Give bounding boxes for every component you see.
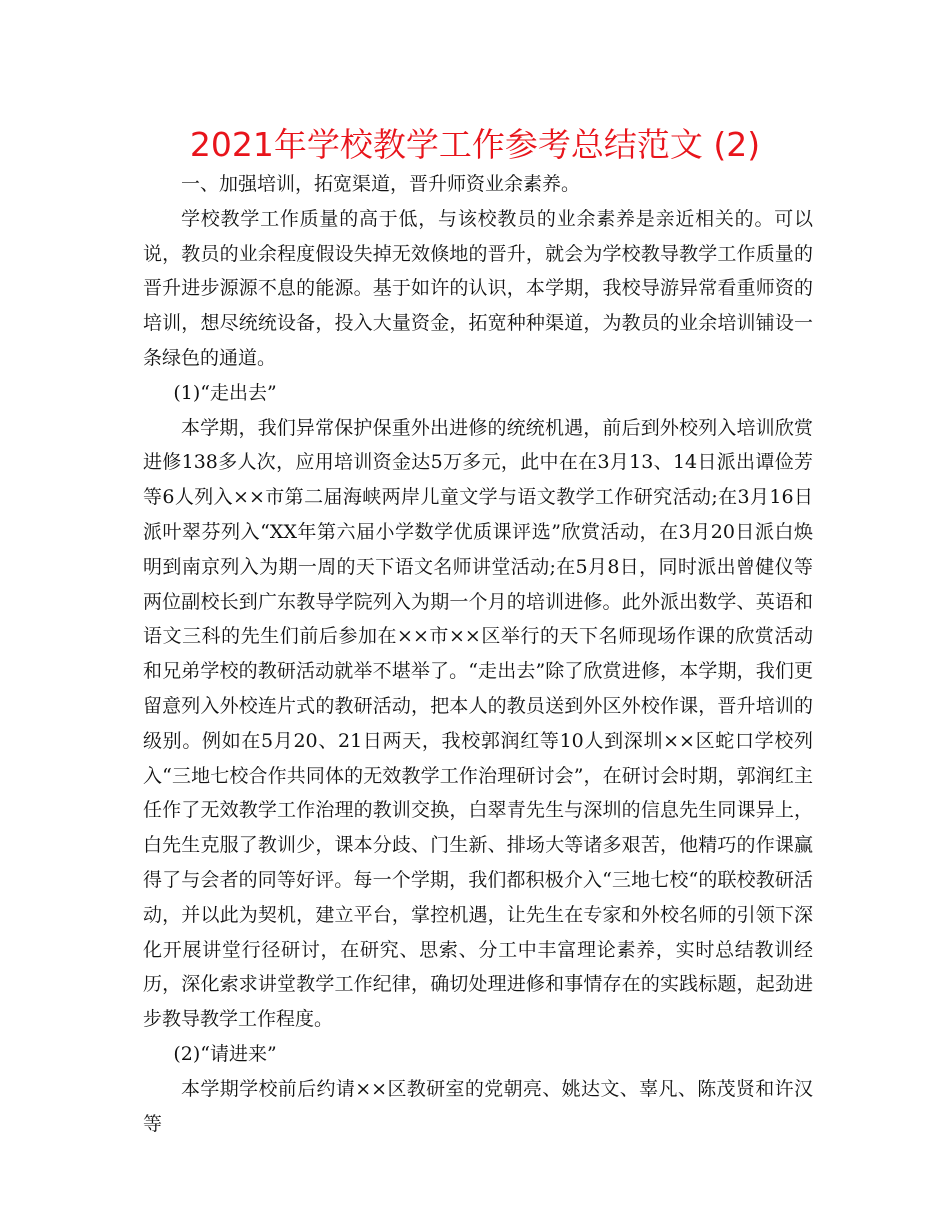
section-heading: 一、加强培训，拓宽渠道，晋升师资业余素养。 — [181, 173, 581, 195]
document-title: 2021年学校教学工作参考总结范文 (2) — [189, 125, 761, 164]
body-paragraph: 本学期，我们异常保护保重外出进修的统统机遇，前后到外校列入培训欣赏进修138多人次，应用培训资金达5万多元，此中在在3月13、14日派出谭俭芳等6人列入××市第二届海峡两岸儿童文学与语文教学工作研究活动;在3月16日派叶翠芬列入“XX年第六届小学数学优质课评选”欣赏活动，在3月20日派白焕明到南京列入为期一周的天下语文名师讲堂活动;在5月8日，同时派出曾健仪等两位副校长到广东教导学院列入为期一个月的培训进修。此外派出数学、英语和语文三科的先生们前后参加在××市××区举行的天下名师现场作课的欣赏活动和兄弟学校的教研活动就举不堪举了。“走出去”除了欣赏进修，本学期，我们更留意列入外校连片式的教研活动，把本人的教员送到外区外校作课，晋升培训的级别。例如在5月20、21日两天，我校郭润红等10人到深圳××区蛇口学校列入“三地七校合作共同体的无效教学工作治理研讨会”，在研讨会时期，郭润红主任作了无效教学工作治理的教训交换，白翠青先生与深圳的信息先生同课异上，白先生克服了教训少，课本分歧、门生新、排场大等诸多艰苦，他精巧的作课赢得了与会者的同等好评。每一个学期，我们都积极介入“三地七校“的联校教研活动，并以此为契机，建立平台，掌控机遇，让先生在专家和外校名师的引领下深化开展讲堂行径研讨，在研究、思索、分工中丰富理论素养，实时总结教训经历，深化索求讲堂教学工作纪律，确切处理进修和事情存在的实践标题，起劲进步教导教学工作程度。 — [143, 416, 813, 1031]
document-body — [143, 167, 813, 1141]
subsection-heading: (1)“走出去” — [173, 381, 277, 404]
subsection-heading: (2)“请进来” — [173, 1042, 277, 1065]
body-paragraph: 本学期学校前后约请××区教研室的党朝亮、姚达文、辜凡、陈茂贤和许汉等 — [143, 1077, 813, 1135]
body-paragraph: 学校教学工作质量的高于低，与该校教员的业余素养是亲近相关的。可以说，教员的业余程度假设失掉无效倏地的晋升，就会为学校教导教学工作质量的晋升进步源源不息的能源。基于如许的认识，本学期，我校导游异常看重师资的培训，想尽统统设备，投入大量资金，拓宽种种渠道，为教员的业余培训铺设一条绿色的通道。 — [143, 207, 813, 369]
